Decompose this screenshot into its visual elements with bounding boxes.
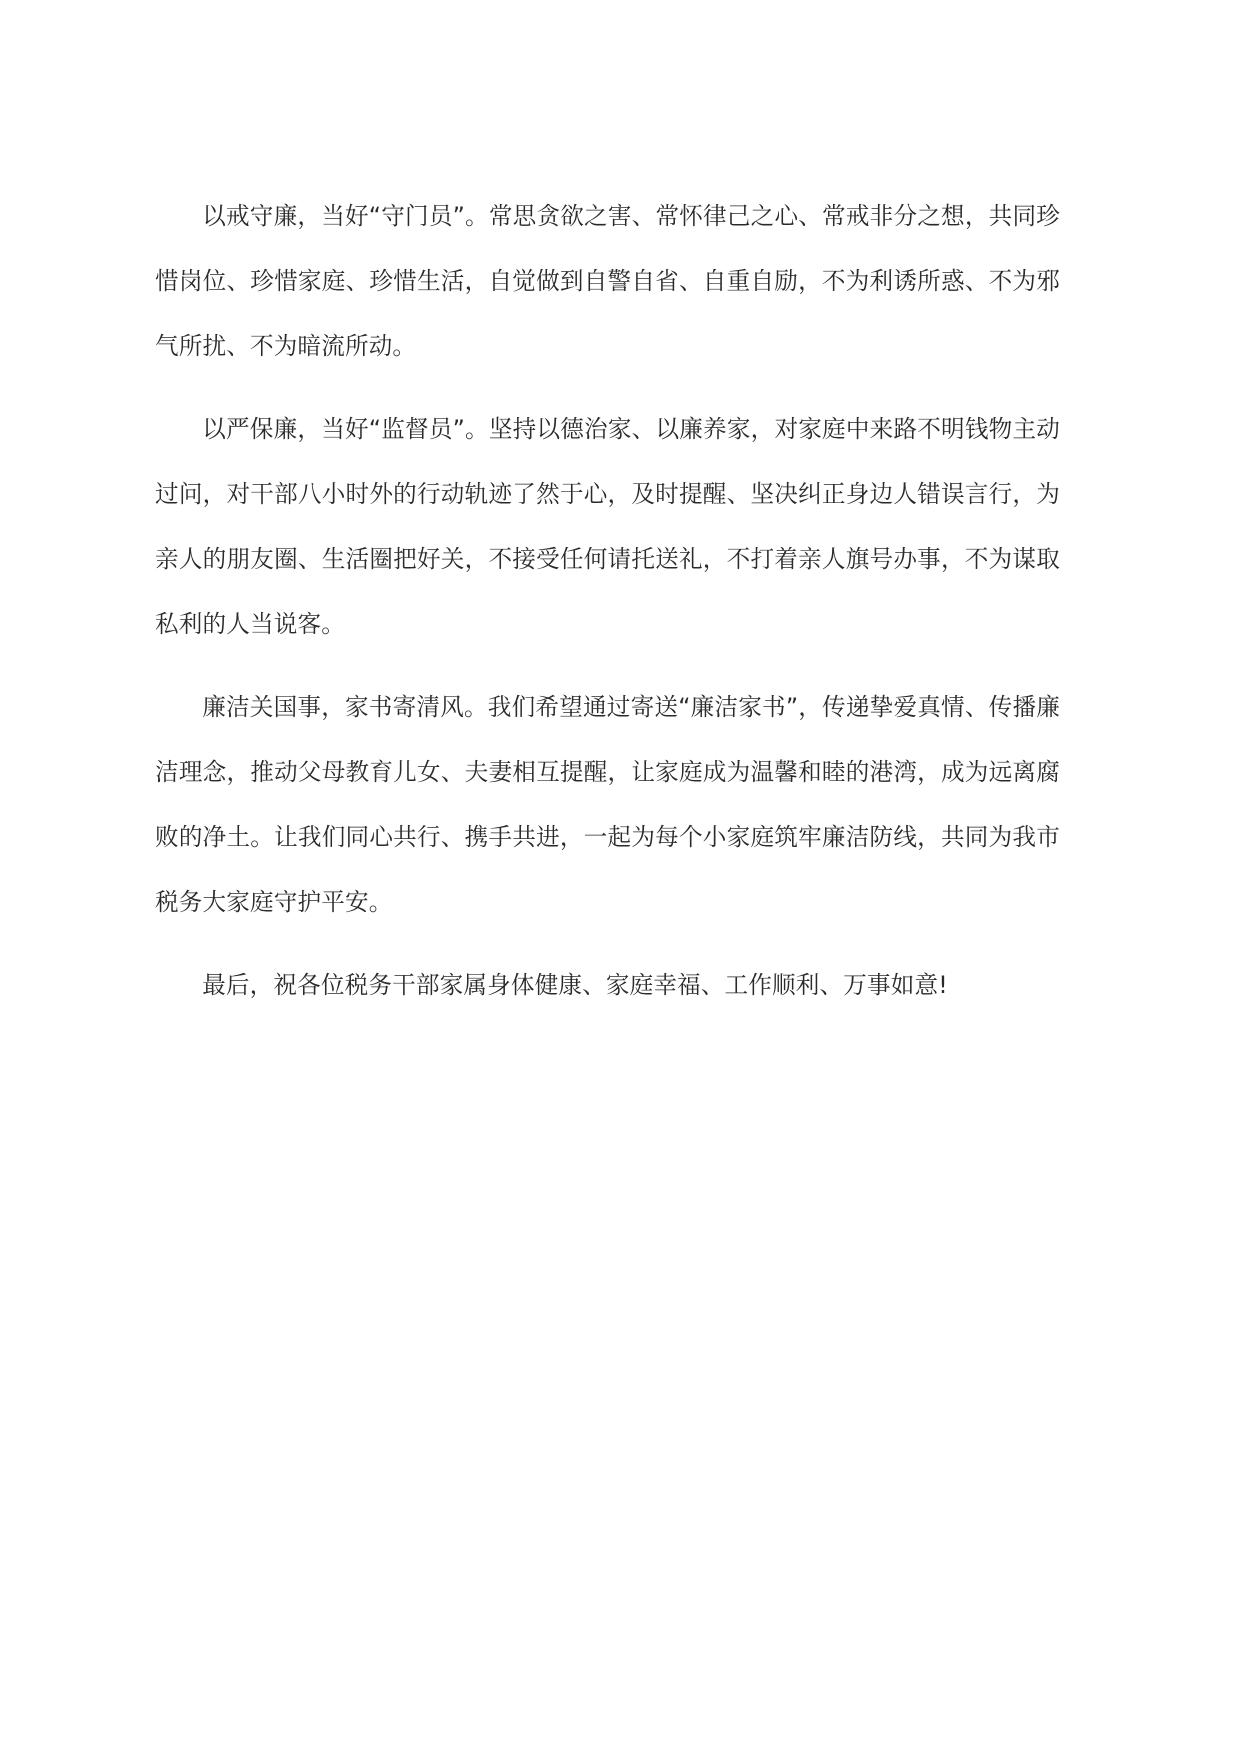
- paragraph-closing-wishes: 最后，祝各位税务干部家属身体健康、家庭幸福、工作顺利、万事如意!: [202, 971, 948, 999]
- paragraph-supervise: 以严保廉，当好“监督员”。坚持以德治家、以廉养家，对家庭中来路不明钱物主动过问，对干部八小时外的行动轨迹了然于心，及时提醒、坚决纠正身边人错误言行，为亲人的朋友圈、生活圈把好关，不接受任何请托送礼，不打着亲人旗号办事，不为谋取私利的人当说客。: [155, 415, 1060, 638]
- paragraph-family-letter: 廉洁关国事，家书寄清风。我们希望通过寄送“廉洁家书”，传递挚爱真情、传播廉洁理念，推动父母教育儿女、夫妻相互提醒，让家庭成为温馨和睦的港湾，成为远离腐败的净土。让我们同心共行、携手共进，一起为每个小家庭筑牢廉洁防线，共同为我市税务大家庭守护平安。: [155, 693, 1060, 916]
- document-body: [155, 184, 1060, 1036]
- paragraph-guard: 以戒守廉，当好“守门员”。常思贪欲之害、常怀律己之心、常戒非分之想，共同珍惜岗位、珍惜家庭、珍惜生活，自觉做到自警自省、自重自励，不为利诱所惑、不为邪气所扰、不为暗流所动。: [155, 202, 1060, 360]
